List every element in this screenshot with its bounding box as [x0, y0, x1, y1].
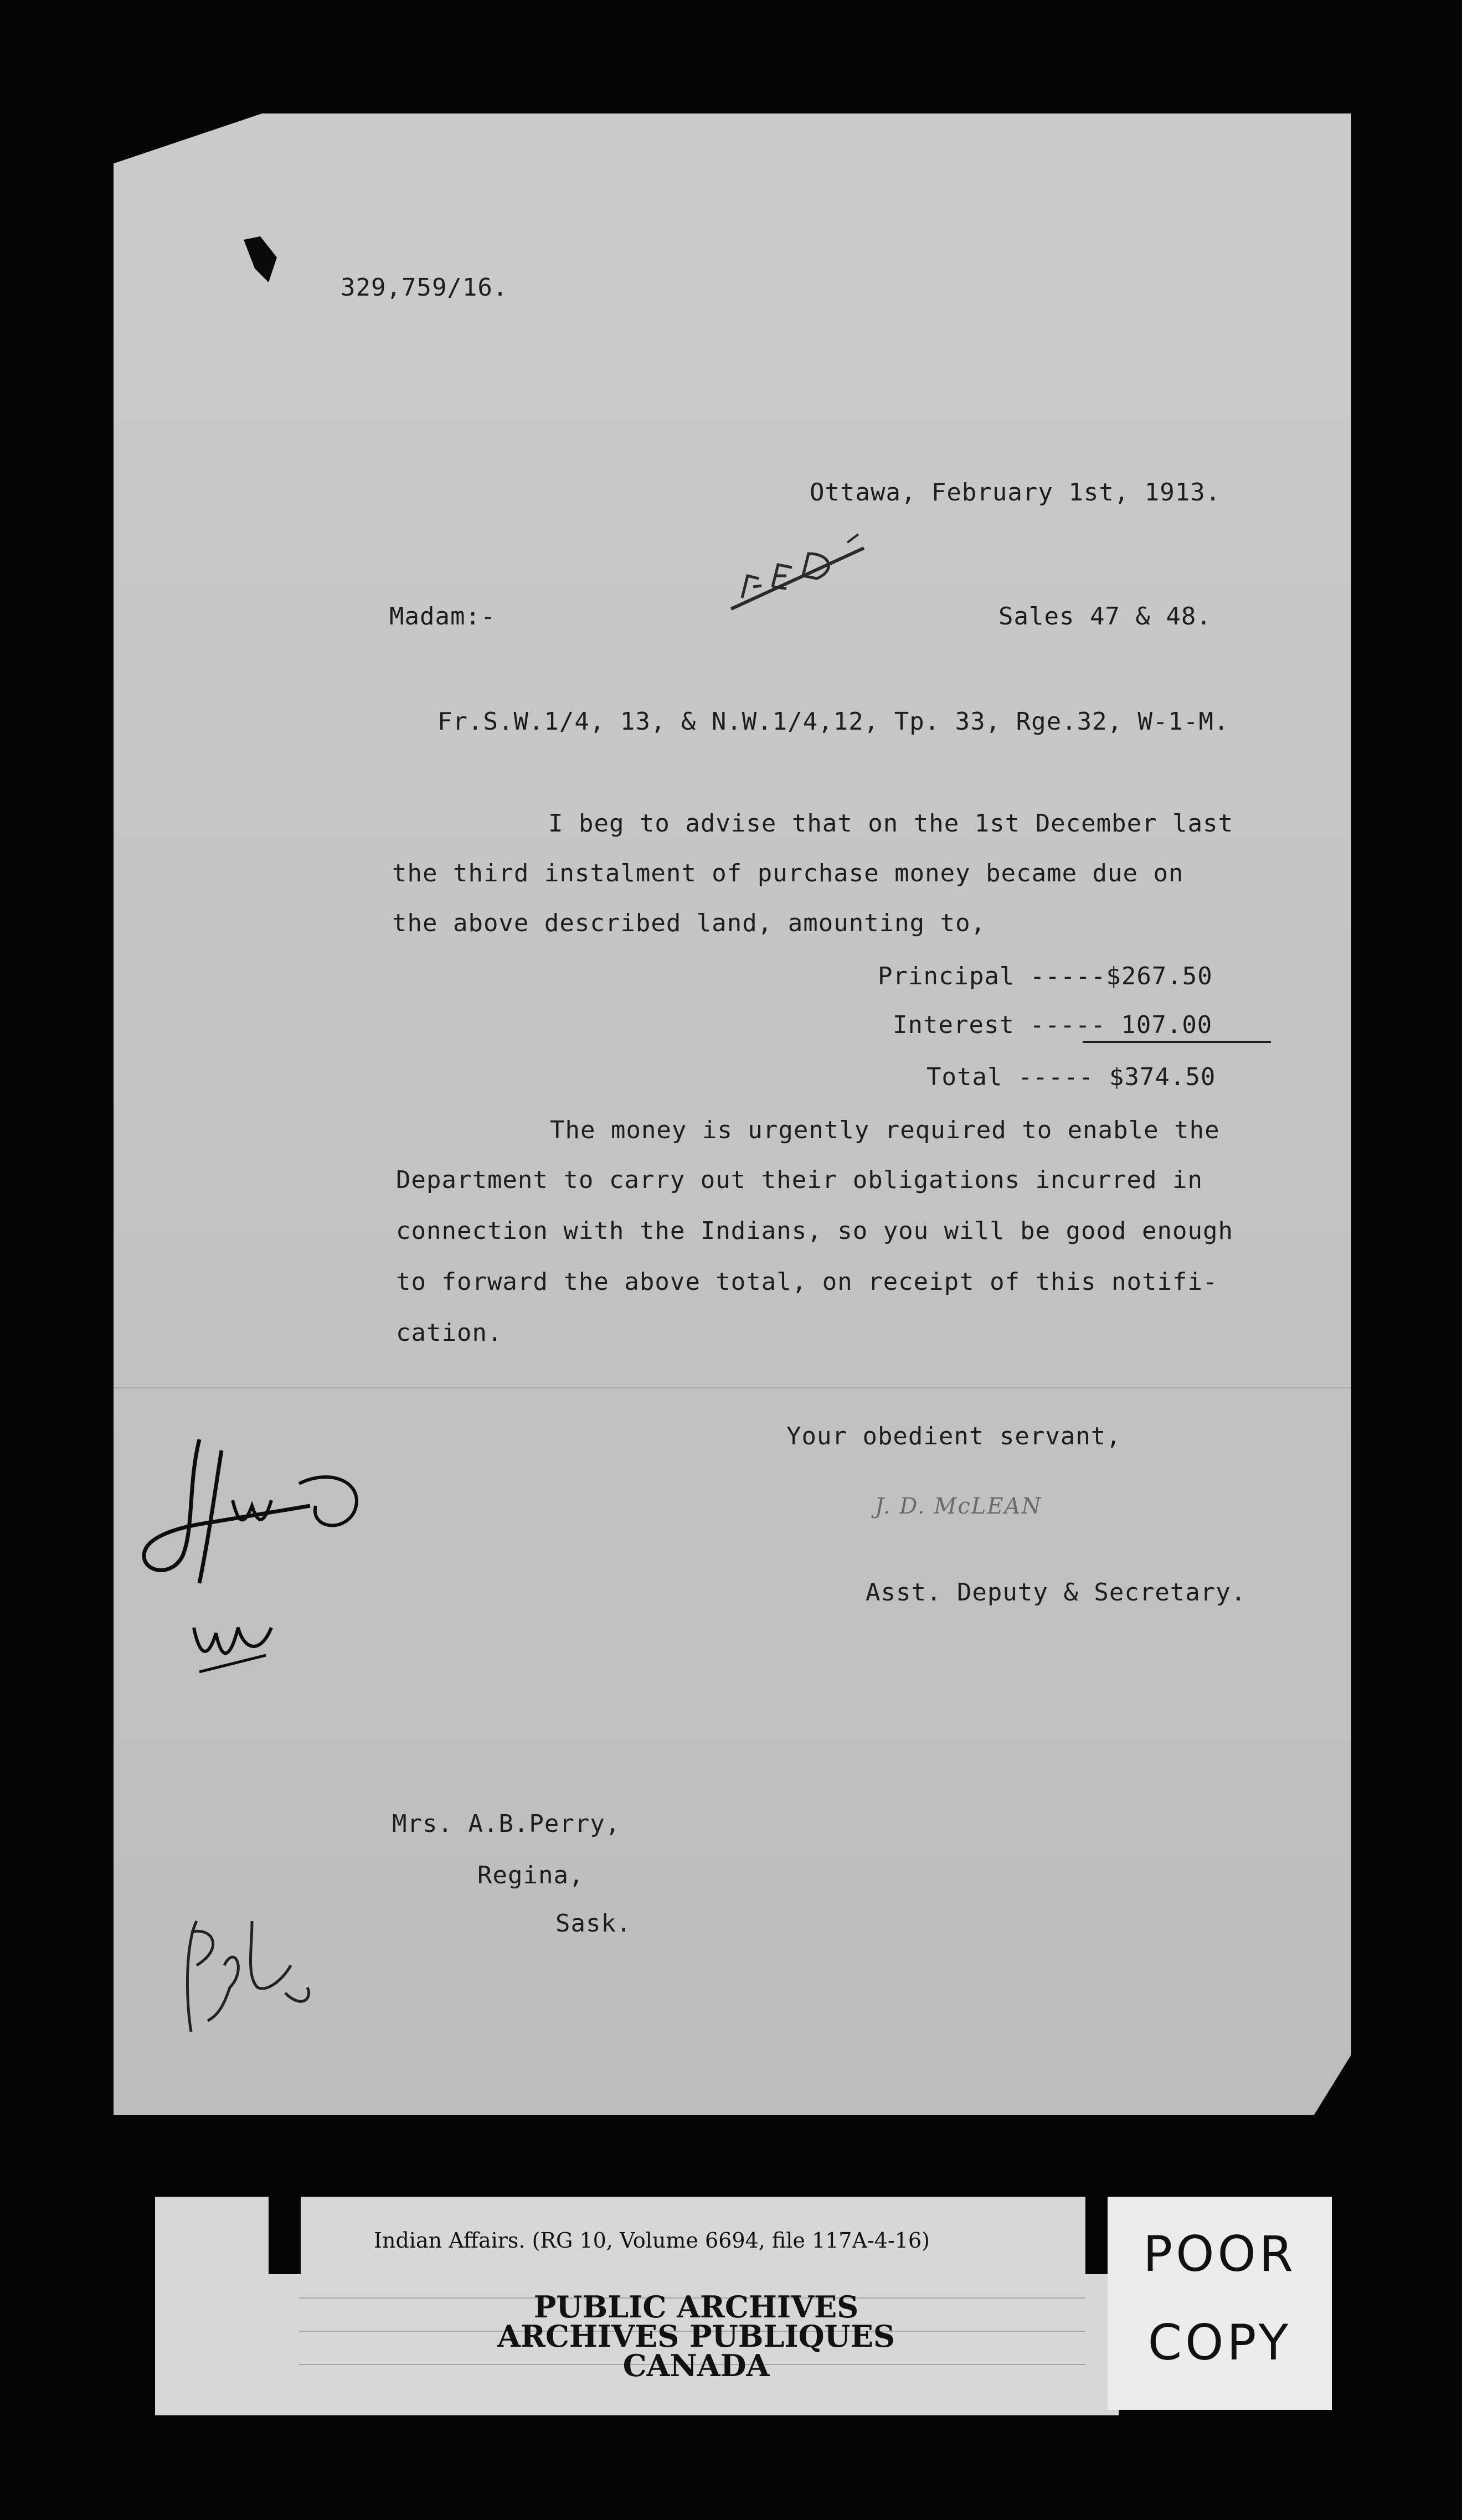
archive-name-english: PUBLIC ARCHIVES [533, 2289, 859, 2325]
principal-amount: Principal -----$267.50 [878, 962, 1213, 990]
received-stamp-mark [720, 531, 886, 631]
label-notch-left [269, 2197, 301, 2274]
file-number: 329,759/16. [341, 273, 508, 302]
signature-stamp: J. D. McLEAN [875, 1494, 1042, 1519]
paragraph-2-line-5: cation. [396, 1319, 503, 1347]
punch-mark [238, 235, 282, 285]
addressee-province: Sask. [555, 1909, 632, 1938]
fold-line [114, 1387, 1351, 1388]
paragraph-2-line-4: to forward the above total, on receipt of this notifi- [396, 1268, 1218, 1296]
quality-note-line-1: POOR [1143, 2225, 1296, 2283]
sales-reference: Sales 47 & 48. [998, 602, 1212, 631]
paragraph-1-line-2: the third instalment of purchase money became due on [392, 859, 1184, 887]
addressee-city: Regina, [477, 1861, 584, 1889]
signer-title: Asst. Deputy & Secretary. [866, 1578, 1247, 1607]
paragraph-1-line-1: I beg to advise that on the 1st December last [548, 809, 1234, 838]
paragraph-2-line-3: connection with the Indians, so you will be good enough [396, 1217, 1233, 1245]
quality-note-line-2: COPY [1147, 2314, 1292, 2371]
interest-amount: Interest ----- 107.00 [893, 1011, 1213, 1039]
paragraph-2-line-2: Department to carry out their obligations incurred in [396, 1166, 1203, 1194]
land-description: Fr.S.W.1/4, 13, & N.W.1/4,12, Tp. 33, Rge.32, W-1-M. [437, 708, 1229, 736]
salutation: Madam:- [389, 602, 496, 631]
archive-name-french: ARCHIVES PUBLIQUES [497, 2318, 895, 2354]
letter-page [114, 113, 1351, 2115]
addressee-name: Mrs. A.B.Perry, [392, 1810, 621, 1838]
amount-underline [1083, 1041, 1271, 1043]
archive-citation: Indian Affairs. (RG 10, Volume 6694, file 117A-4-16) [374, 2228, 930, 2253]
paragraph-2-line-1: The money is urgently required to enable the [550, 1116, 1220, 1144]
archive-country: CANADA [622, 2348, 770, 2383]
handwritten-initials-mark [133, 1417, 388, 1683]
place-date: Ottawa, February 1st, 1913. [810, 478, 1221, 507]
closing: Your obedient servant, [786, 1422, 1121, 1450]
paragraph-1-line-3: the above described land, amounting to, [392, 909, 986, 937]
total-amount: Total ----- $374.50 [926, 1063, 1216, 1091]
label-notch-right [1085, 2197, 1108, 2274]
handwritten-mark-lower [174, 1899, 318, 2048]
